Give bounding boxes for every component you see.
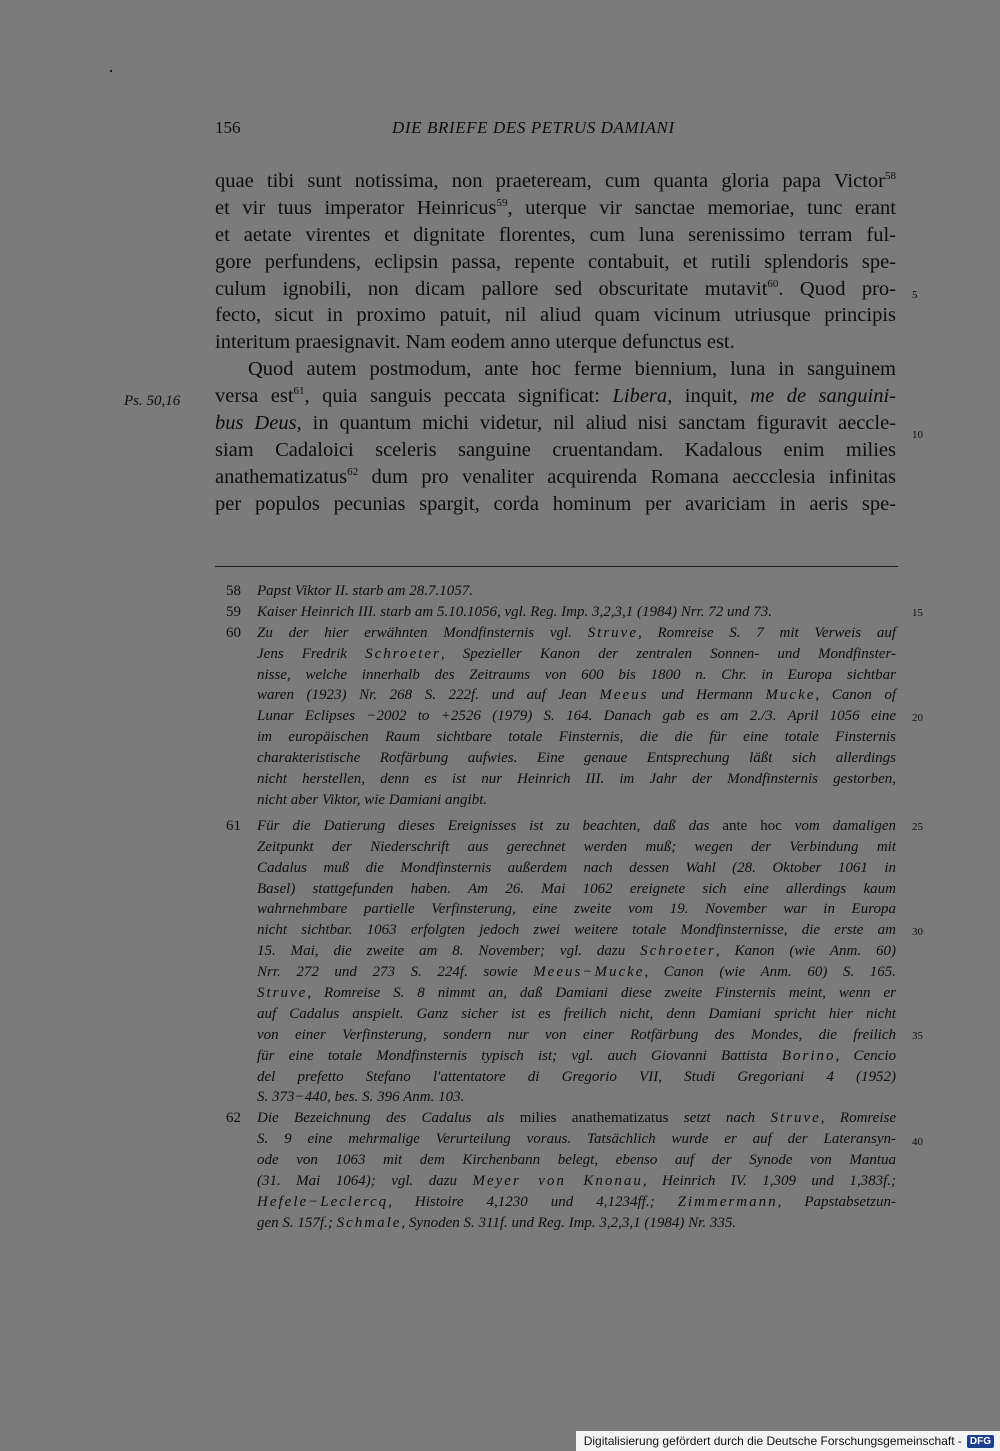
letter-body (215, 168, 896, 518)
footnote-line: Papst Viktor II. starb am 28.7.1057. (257, 583, 473, 599)
body-line: quae tibi sunt notissima, non praeteream, cum quanta gloria papa Victor$^{58}$ (215, 170, 896, 192)
author-name: Schroeter (640, 943, 716, 960)
line-number-15: 15 (912, 607, 923, 619)
footnote-line: auf Cadalus anspielt. Ganz sicher ist es freilich nicht, denn Damiani spricht hier nicht (257, 1005, 896, 1022)
body-line: bus Deus, in quantum michi videtur, nil aliud nisi sanctam figuravit aeccle- (215, 412, 897, 435)
footnote-line: für eine totale Mondfinsternis typisch ist; vgl. auch Giovanni Battista Borino, Cencio (257, 1047, 896, 1064)
footnote-number: 58 (226, 583, 241, 599)
author-name: Zimmermann (677, 1193, 778, 1210)
footnote-line: charakteristische Rotfärbung aufwies. Eine genaue Entsprechung läßt sich allerdings (257, 750, 896, 767)
footnote-line: waren (1923) Nr. 268 S. 222f. und auf Jean Meeus und Hermann Mucke, Canon of (257, 687, 896, 704)
body-line: et vir tuus imperator Heinricus$^{59}$, uterque vir sanctae memoriae, tunc erant (215, 196, 896, 219)
footnotes (226, 581, 896, 1234)
footnote-line: ode von 1063 mit dem Kirchenbann belegt, ebenso auf der Synode von Mantua (257, 1152, 896, 1169)
footnote-line: nicht sichtbar. 1063 erfolgten jedoch zwei weitere totale Mondfinsternisse, die erste am (257, 922, 896, 939)
scan-speck (110, 70, 112, 72)
line-number-40: 40 (912, 1136, 923, 1148)
line-number-10: 10 (912, 429, 923, 441)
quotation: Libera (612, 385, 668, 408)
footnote-number: 60 (226, 624, 241, 641)
line-number-25: 25 (912, 821, 923, 833)
footnote-line: Zeitpunkt der Niederschrift aus gerechnet werden muß; wegen der Verbindung mit (257, 838, 896, 855)
body-line: anathematizatus$^{62}$ dum pro venaliter acquirenda Romana aeccclesia infinitas (215, 465, 896, 488)
footnote-line: Lunar Eclipses −2002 to +2526 (1979) S. 164. Danach gab es am 2./3. April 1056 eine (257, 708, 896, 725)
author-name: Schroeter (365, 645, 441, 662)
footnote-line: (31. Mai 1064); vgl. dazu Meyer von Knonau, Heinrich IV. 1,309 und 1,383f.; (257, 1172, 896, 1189)
footnote-line: Hefele−Leclercq, Histoire 4,1230 und 4,1234ff.; Zimmermann, Papstabsetzun- (257, 1193, 896, 1210)
quoted-phrase: milies anathematizatus (519, 1110, 669, 1127)
quoted-phrase: ante hoc (722, 817, 782, 834)
footnote-line: nicht herstellen, denn es ist nur Heinrich III. im Jahr der Mondfinsternis gestorben, (257, 771, 896, 788)
body-line: Quod autem postmodum, ante hoc ferme biennium, luna in sanguinem (248, 358, 896, 381)
footnote-line: von einer Verfinsterung, sondern nur von einer Rotfärbung des Mondes, die freilich (257, 1026, 896, 1043)
running-title: DIE BRIEFE DES PETRUS DAMIANI (392, 118, 675, 137)
body-line: fecto, sicut in proximo patuit, nil aliud quam vicinum utriusque principis (215, 304, 896, 327)
author-name: Meeus (599, 687, 649, 704)
footnote-number: 59 (226, 603, 241, 620)
funding-text: Digitalisierung gefördert durch die Deutsche Forschungsgemeinschaft - (583, 1434, 962, 1448)
body-line: et aetate virentes et dignitate florentes, cum luna serenissimo terram ful- (215, 223, 896, 246)
footnote-line: gen S. 157f.; Schmale, Synoden S. 311f. und Reg. Imp. 3,2,3,1 (1984) Nr. 335. (257, 1214, 737, 1231)
footnote-line: Die Bezeichnung des Cadalus als milies anathematizatus setzt nach Struve, Romreise (257, 1110, 896, 1127)
footnote-line: del prefetto Stefano l'attentatore di Gregorio VII, Studi Gregoriani 4 (1952) (257, 1068, 896, 1085)
footnote-line: Jens Fredrik Schroeter, Spezieller Kanon der zentralen Sonnen- und Mondfinster- (257, 645, 896, 662)
footnote-line: 15. Mai, die zweite am 8. November; vgl. dazu Schroeter, Kanon (wie Anm. 60) (257, 943, 896, 960)
line-number-20: 20 (912, 712, 923, 724)
footnote-62 (226, 1108, 896, 1233)
footnote-ref: 59 (496, 196, 508, 209)
footnote-line: Kaiser Heinrich III. starb am 5.10.1056, vgl. Reg. Imp. 3,2,3,1 (1984) Nrr. 72 und 73. (257, 603, 772, 620)
author-name: Schmale (336, 1214, 402, 1231)
footnote-61 (226, 816, 896, 1108)
footnote-ref: 58 (885, 170, 896, 182)
author-name: Struve (770, 1110, 821, 1127)
footnote-separator (215, 566, 898, 567)
body-line: culum ignobili, non dicam pallore sed obscuritate mutavit$^{60}$. Quod pro- (215, 277, 896, 300)
footnote-line: im europäischen Raum sichtbare totale Finsternis, die die für eine totale Finsternis (257, 729, 896, 746)
author-name: Hefele−Leclercq (257, 1193, 389, 1210)
footnote-ref: 60 (767, 277, 779, 290)
line-number-35: 35 (912, 1030, 923, 1042)
author-name: Struve (587, 624, 638, 641)
footnote-line: Cadalus muß die Mondfinsternis außerdem nach dessen Wahl (28. Oktober 1061 in (257, 859, 896, 876)
line-number-30: 30 (912, 926, 923, 938)
footnote-line: nisse, welche innerhalb des Zeitraums von 600 bis 1800 n. Chr. in Europa sichtbar (257, 666, 896, 683)
body-line: versa est$^{61}$, quia sanguis peccata significat: Libera, inquit, me de sanguini- (215, 385, 897, 408)
author-name: Struve (257, 984, 308, 1001)
author-name: Borino (781, 1047, 836, 1064)
line-number-5: 5 (912, 289, 918, 301)
funding-banner (576, 1431, 1000, 1451)
body-line: per populos pecunias spargit, corda hominum per avariciam in aeris spe- (215, 492, 896, 515)
footnote-line: Für die Datierung dieses Ereignisses ist zu beachten, daß das ante hoc vom damaligen (257, 817, 896, 834)
footnote-line: Zu der hier erwähnten Mondfinsternis vgl. Struve, Romreise S. 7 mit Verweis auf (257, 624, 896, 641)
page-number: 156 (215, 118, 241, 137)
body-line: gore perfundens, eclipsin passa, repente contabuit, et rutili splendoris spe- (215, 250, 896, 273)
footnote-line: S. 9 eine mehrmalige Verurteilung voraus. Tatsächlich wurde er auf der Lateransyn- (257, 1131, 896, 1148)
footnote-ref: 62 (347, 465, 359, 478)
author-name: Mucke (765, 687, 816, 704)
body-line: interitum praesignavit. Nam eodem anno uterque defunctus est. (215, 331, 735, 354)
footnote-59 (226, 602, 896, 623)
footnote-58 (226, 581, 896, 602)
margin-note-psalm: Ps. 50,16 (124, 393, 181, 409)
quotation: me de sanguini- (750, 385, 897, 408)
footnote-60 (226, 623, 896, 811)
dfg-logo: DFG (967, 1435, 994, 1448)
footnote-number: 62 (226, 1110, 241, 1127)
footnote-ref: 61 (293, 385, 305, 398)
footnote-line: Basel) stattgefunden haben. Am 26. Mai 1062 ereignete sich eine allerdings kaum (257, 880, 896, 897)
author-name: Meyer von Knonau (472, 1172, 643, 1189)
body-line: siam Cadaloici sceleris sanguine cruentandam. Kadalous enim milies (215, 438, 896, 461)
footnote-line: wahrnehmbare partielle Verfinsterung, eine zweite vom 19. November war in Europa (257, 901, 896, 918)
author-name: Meeus−Mucke (533, 964, 645, 981)
footnote-line: nicht aber Viktor, wie Damiani angibt. (257, 791, 488, 808)
footnote-line: Struve, Romreise S. 8 nimmt an, daß Damiani diese zweite Finsternis meint, wenn er (257, 984, 896, 1001)
footnote-line: S. 373−440, bes. S. 396 Anm. 103. (257, 1089, 465, 1106)
quotation: bus Deus (215, 412, 297, 435)
footnote-number: 61 (226, 817, 241, 834)
footnote-line: Nrr. 272 und 273 S. 224f. sowie Meeus−Mucke, Canon (wie Anm. 60) S. 165. (257, 964, 896, 981)
